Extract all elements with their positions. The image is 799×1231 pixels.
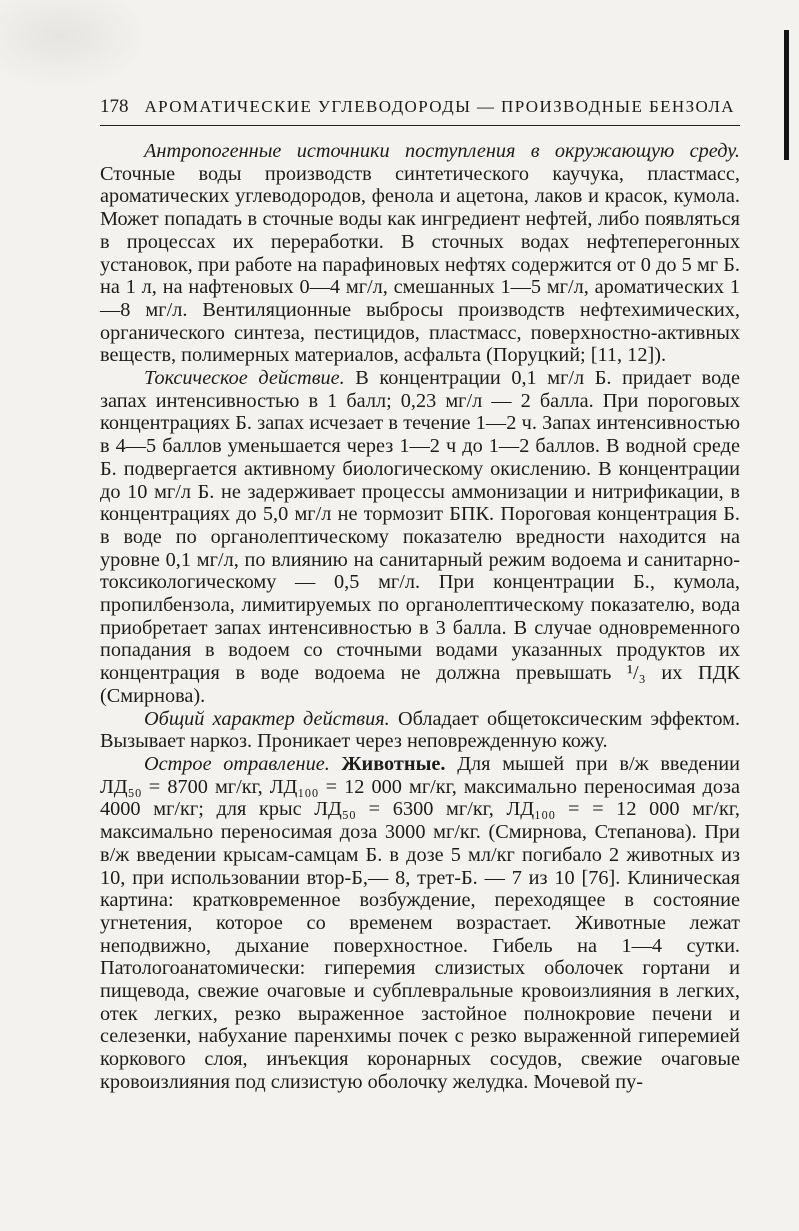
- running-title: АРОМАТИЧЕСКИЕ УГЛЕВОДОРОДЫ — ПРОИЗВОДНЫЕ БЕНЗОЛА: [144, 97, 735, 116]
- section-title-toxic-action: Токсическое действие.: [144, 367, 345, 390]
- scan-edge-mark: [784, 30, 789, 160]
- paragraph-text: Сточные воды производств синтетического каучука, пластмасс, ароматических углеводородов, фенола и ацетона, лаков и красок, кумола. Может попадать в сточные воды как ингредиент нефтей, либо появляться в процессах их переработки. В сточных водах нефтеперегонных установок, при работе на парафиновых нефтях содержится от 0 до 5 мг Б. на 1 л, на нафтеновых 0—4 мг/л, смешанных 1—5 мг/л, ароматических 1—8 мг/л. Вентиляционные выбросы производств нефтехимических, органического синтеза, пестицидов, пластмасс, поверхностно-активных веществ, полимерных материалов, асфальта (Поруцкий; [11, 12]).: [100, 162, 740, 367]
- paragraph-acute-poisoning: [100, 753, 740, 1094]
- paragraph-anthropogenic-sources: [100, 140, 740, 367]
- paragraph-general-action: [100, 708, 740, 753]
- section-title-anthropogenic-sources: Антропогенные источники поступления в окружающую среду.: [144, 140, 740, 162]
- section-title-acute-poisoning: Острое отравление.: [144, 752, 330, 775]
- running-header: [100, 96, 740, 126]
- paragraph-text: Обладает общетоксическим эффектом. Вызывает наркоз. Проникает через неповрежденную кожу.: [100, 707, 741, 753]
- paragraph-text: В концентрации 0,1 мг/л Б. придает воде запах интенсивностью в 1 балл; 0,23 мг/л — 2 балла. При пороговых концентрациях Б. запах исчезает в течение 1—2 ч. Запах интенсивностью в 4—5 баллов уменьшается через 1—2 ч до 1—2 баллов. В водной среде Б. подвергается активному биологическому окислению. В концентрации до 10 мг/л Б. не задерживает процессы аммонизации и нитрификации, в концентрациях до 5,0 мг/л не тормозит БПК. Пороговая концентрация Б. в воде по органолептическому показателю вредности находится на уровне 0,1 мг/л, по влиянию на санитарный режим водоема и санитарно-токсикологическому — 0,5 мг/л. При концентрации Б., кумола, пропилбензола, лимитируемых по органолептическому показателю, вода приобретает запах интенсивностью в 3 балла. В случае одновременного попадания в водоем со сточными водами указанных продуктов их концентрация в воде водоема не должна превышать ¹/₃ их ПДК (Смирнова).: [100, 367, 740, 707]
- scan-smudge: [0, 0, 150, 90]
- paragraph-text: Для мышей при в/ж введении ЛД₅₀ = 8700 мг/кг, ЛД₁₀₀ = 12 000 мг/кг, максимально переносимая доза 4000 мг/кг; для крыс ЛД₅₀ = 6300 мг/кг, ЛД₁₀₀ = = 12 000 мг/кг, максимально переносимая доза 3000 мг/кг. (Смирнова, Степанова). При в/ж введении крысам-самцам Б. в дозе 5 мл/кг погибало 2 животных из 10, при использовании втор-Б,— 8, трет-Б. — 7 из 10 [76]. Клиническая картина: кратковременное возбуждение, переходящее в состояние угнетения, которое со временем возрастает. Животные лежат неподвижно, дыхание поверхностное. Гибель на 1—4 сутки. Патологоанатомически: гиперемия слизистых оболочек гортани и пищевода, свежие очаговые и субплевральные кровоизлияния в легких, отек легких, резко выраженное застойное полнокровие печени и селезенки, набухание паренхимы почек с резко выраженной гиперемией коркового слоя, инъекция коронарных сосудов, свежие очаговые кровоизлияния под слизистую оболочку желудка. Мочевой пу-: [100, 752, 740, 1093]
- section-title-general-action: Общий характер действия.: [144, 707, 390, 730]
- book-page: [100, 96, 740, 1094]
- paragraph-toxic-action: [100, 367, 740, 708]
- body-text: [100, 140, 740, 1094]
- page-number: 178: [100, 96, 129, 117]
- bold-term-animals: Животные.: [329, 752, 446, 775]
